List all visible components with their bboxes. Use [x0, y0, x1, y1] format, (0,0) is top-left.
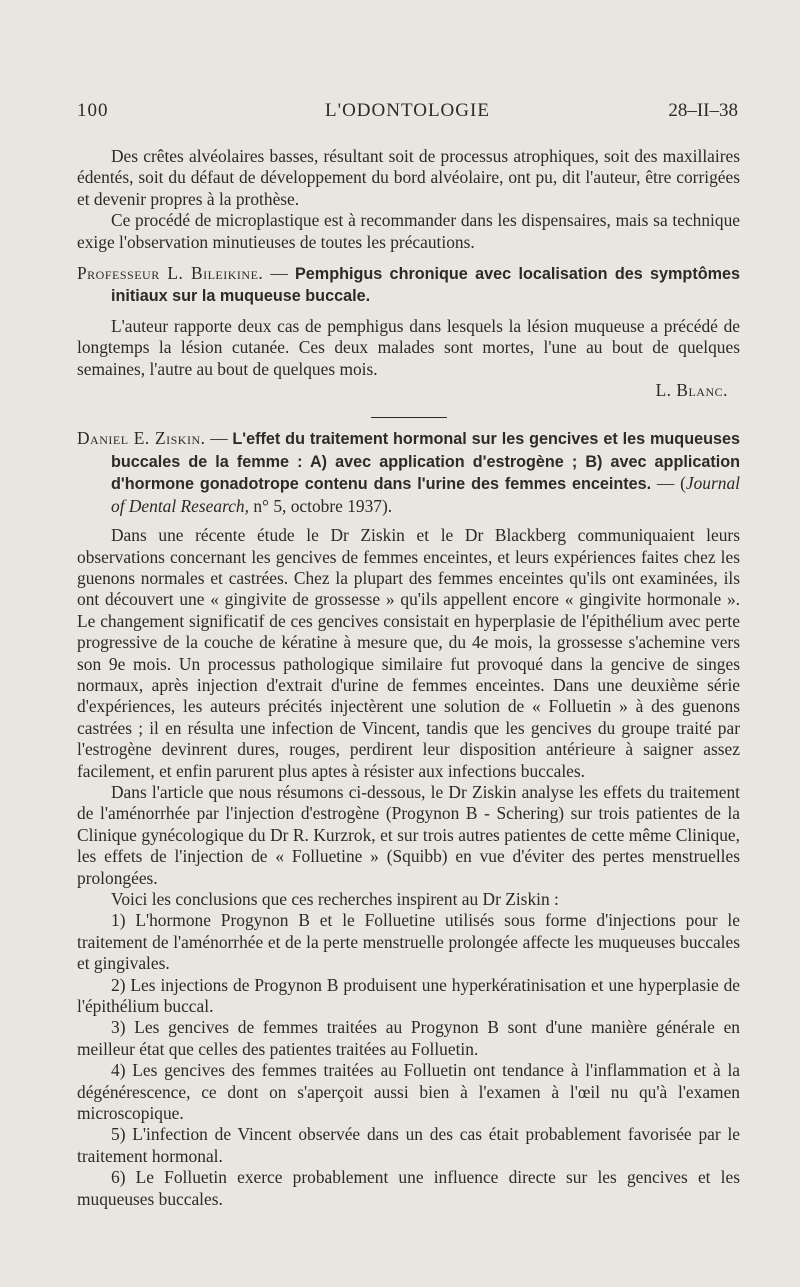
- running-header: [77, 100, 738, 128]
- journal-citation: Journal of Dental Research,: [111, 473, 740, 516]
- conclusion-item: 3) Les gencives de femmes traitées au Progynon B sont d'une manière générale en meilleur état que celles des patientes traitées au Folluetin.: [77, 1017, 740, 1059]
- section-divider: [371, 417, 447, 418]
- author-name: Professeur L. Bileikine.: [77, 263, 264, 284]
- issue-date: 28–II–38: [668, 100, 738, 121]
- paragraph: Des crêtes alvéolaires basses, résultant soit de processus atrophiques, soit des maxillaires édentés, soit du défaut de développement du bord alvéolaire, ont pu, dit l'auteur, être corrigées et devenir propres à la prothèse.: [77, 146, 740, 209]
- separator-dash: —: [205, 428, 233, 449]
- separator-dash: — (: [651, 473, 686, 494]
- conclusion-item: 4) Les gencives des femmes traitées au Folluetin ont tendance à l'inflammation et à la dégénérescence, ce dont on s'aperçoit aussi bien à l'examen à l'œil nu qu'à l'examen microscopique.: [77, 1060, 740, 1124]
- conclusion-item: 6) Le Folluetin exerce probablement une influence directe sur les gencives et les muqueuses buccales.: [77, 1167, 740, 1209]
- abstract-heading-bileikine: [77, 263, 740, 308]
- abstract-heading-ziskin: [77, 428, 740, 517]
- citation-details: n° 5, octobre 1937).: [248, 495, 393, 516]
- journal-title: L'ODONTOLOGIE: [325, 100, 490, 121]
- author-name: Daniel E. Ziskin.: [77, 428, 206, 449]
- section-continued: [77, 146, 740, 253]
- paragraph: L'auteur rapporte deux cas de pemphigus dans lesquels la lésion muqueuse a précédé de longtemps la lésion cutanée. Ces deux malades sont mortes, l'une au bout de quelques semaines, l'autre au bout de quelques mois.: [77, 315, 740, 379]
- reviewer-signature: L. Blanc.: [655, 380, 728, 401]
- conclusion-item: 2) Les injections de Progynon B produisent une hyperkératinisation et une hyperplasie de l'épithélium buccal.: [77, 974, 740, 1017]
- abstract-title: L'effet du traitement hormonal sur les gencives et les muqueuses buccales de la femme : A) avec application d'estrogène ; B) avec application d'hormone gonadotrope contenu dans l'urine des femmes enceintes.: [111, 430, 740, 494]
- paragraph: Dans l'article que nous résumons ci-dessous, le Dr Ziskin analyse les effets du traitement de l'aménorrhée par l'injection d'estrogène (Progynon B - Schering) sur trois patientes de la Clinique gynécologique du Dr R. Kurzrok, et sur trois autres patientes de cette même Clinique, les effets de l'injection de « Folluetine » (Squibb) en vue d'éviter des pertes menstruelles prolongées.: [77, 781, 740, 888]
- abstract-title: Pemphigus chronique avec localisation des symptômes initiaux sur la muqueuse buccale.: [111, 265, 740, 306]
- paragraph: Dans une récente étude le Dr Ziskin et le Dr Blackberg communiquaient leurs observations concernant les gencives de femmes enceintes, et leurs expériences faites chez les guenons normales et castrées. Chez la plupart des femmes enceintes qu'ils ont examinées, ils ont découvert une « gingivite de grossesse » qu'ils appellent encore « gingivite hormonale ». Le changement significatif de ces gencives consistait en hyperplasie de l'épithélium avec perte progressive de la couche de kératine à mesure que, du 4e mois, la grossesse s'achemine vers son 9e mois. Un processus pathologique similaire fut provoqué dans la gencive de singes normaux, après injection d'extrait d'urine de femmes enceintes. Dans une deuxième série d'expériences, les auteurs précités injectèrent une solution de « Folluetin » à des guenons castrées ; il en résulta une infection de Vincent, tandis que les gencives du groupe traité par l'estrogène devinrent dures, rouges, perdirent leur disposition antérieure à saigner assez facilement, et enfin parurent plus aptes à résister aux infections buccales.: [77, 525, 740, 781]
- page-number: 100: [77, 100, 109, 121]
- paragraph: Ce procédé de microplastique est à recommander dans les dispensaires, mais sa technique exige l'observation minutieuses de toutes les précautions.: [77, 210, 740, 252]
- paragraph: Voici les conclusions que ces recherches inspirent au Dr Ziskin :: [111, 889, 559, 909]
- separator-dash: —: [263, 263, 295, 284]
- article-body: [77, 146, 740, 1210]
- conclusion-item: 1) L'hormone Progynon B et le Folluetine utilisés sous forme d'injections pour le traitement de l'aménorrhée et de la perte menstruelle prolongée affecte les muqueuses buccales et gingivales.: [77, 910, 740, 974]
- conclusion-item: 5) L'infection de Vincent observée dans un des cas était probablement favorisée par le traitement hormonal.: [77, 1124, 740, 1166]
